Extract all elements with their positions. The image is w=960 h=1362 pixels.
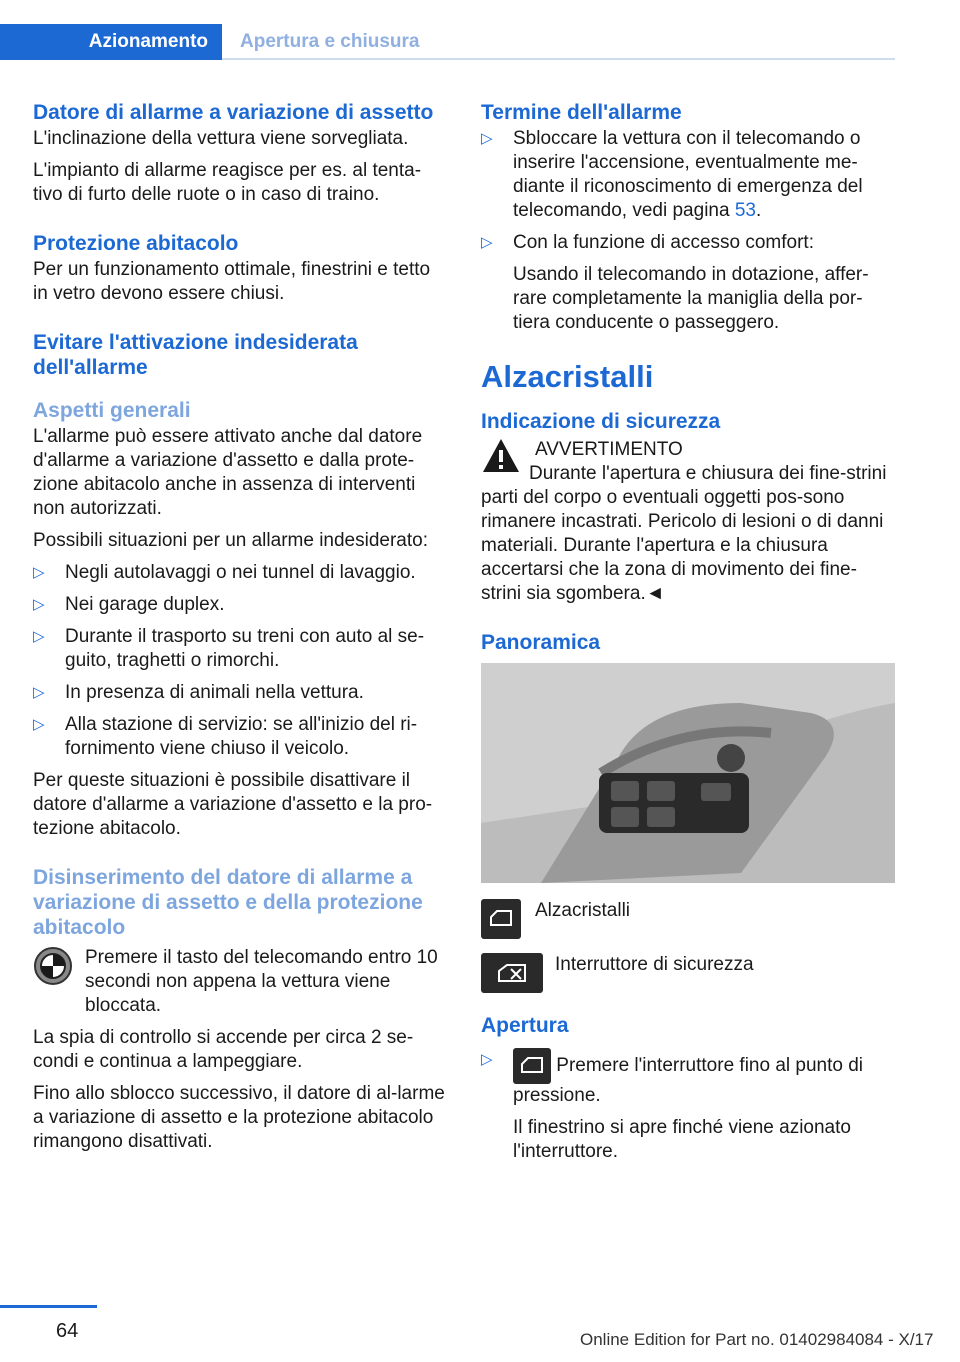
text-tilt-1: L'inclinazione della vettura viene sorvegliata. <box>33 128 409 149</box>
window-switch-icon <box>481 899 521 939</box>
triangle-bullet-icon: ▷ <box>33 684 45 701</box>
heading-cabin-protection: Protezione abitacolo <box>33 232 239 255</box>
open-list <box>481 1048 895 1164</box>
list-item: ▷ Con la funzione di accesso comfort: Usando il telecomando in dotazione, affer-rare completamente la maniglia della por-tiera conducente o passeggero. <box>481 232 869 333</box>
list-item: ▷ Sbloccare la vettura con il telecomando o inserire l'accensione, eventualmente me-diante il riconoscimento di emergenza del telecomando, vedi pagina 53. <box>481 128 863 221</box>
heading-alzacristalli: Alzacristalli <box>481 359 654 394</box>
text-situations: Possibili situazioni per un allarme indesiderato: <box>33 530 428 551</box>
legend-label: Alzacristalli <box>535 900 631 921</box>
triangle-bullet-icon: ▷ <box>33 628 45 645</box>
triangle-bullet-icon: ▷ <box>481 130 493 147</box>
tab-apertura-chiusura[interactable]: Apertura e chiusura <box>240 31 420 52</box>
heading-disarm: Disinserimento del datore di allarme a variazione di assetto e della protezione abitacolo <box>33 866 423 939</box>
text-press-key: Premere il tasto del telecomando entro 10 secondi non appena la vettura viene bloccata. <box>85 947 438 1016</box>
legend-safety-switch <box>481 953 895 993</box>
text-general: L'allarme può essere attivato anche dal datore d'allarme a variazione d'assetto e dalla prote-zione abitacolo anche in assenza di interventi non autorizzati. <box>33 426 423 519</box>
door-panel-photo <box>481 663 895 883</box>
list-item: ▷ Alla stazione di servizio: se all'inizio del ri-fornimento viene chiuso il veicolo. <box>33 714 418 759</box>
warning-title: AVVERTIMENTO <box>535 439 683 460</box>
header-divider <box>222 58 895 60</box>
warning-text: Durante l'apertura e chiusura dei fine-strini parti del corpo o eventuali oggetti pos-sono rimanere incastrati. Pericolo di lesioni o di danni materiali. Durante l'apertura e la chiusura accertarsi che la zona di movimento dei fine-strini sia sgombera.◄ <box>481 463 887 604</box>
list-item: ▷ Durante il trasporto su treni con auto al se-guito, traghetti o rimorchi. <box>33 626 425 671</box>
heading-overview: Panoramica <box>481 631 601 654</box>
window-switch-icon <box>513 1048 551 1084</box>
header-tabs <box>0 24 895 60</box>
edition-text: Online Edition for Part no. 01402984084 - X/17 <box>580 1330 934 1349</box>
heading-safety: Indicazione di sicurezza <box>481 410 721 433</box>
warning-icon <box>481 436 521 476</box>
list-item: ▷ In presenza di animali nella vettura. <box>33 682 364 703</box>
heading-avoid-alarm: Evitare l'attivazione indesiderata dell'allarme <box>33 331 358 379</box>
text-disable: Per queste situazioni è possibile disattivare il datore d'allarme a variazione d'assetto e la pro-tezione abitacolo. <box>33 770 433 839</box>
text-until: Fino allo sblocco successivo, il datore di al-larme a variazione di assetto e la protezione abitacolo rimangono disattivati. <box>33 1083 445 1152</box>
triangle-bullet-icon: ▷ <box>33 564 45 581</box>
footer-rule <box>0 1305 97 1308</box>
safety-switch-icon <box>481 953 543 993</box>
right-column <box>481 100 895 1172</box>
list-item: ▷ Negli autolavaggi o nei tunnel di lavaggio. <box>33 562 416 583</box>
heading-general: Aspetti generali <box>33 399 191 422</box>
heading-open: Apertura <box>481 1014 569 1037</box>
tab-azionamento[interactable]: Azionamento <box>0 24 222 60</box>
key-instruction <box>33 946 447 1026</box>
triangle-bullet-icon: ▷ <box>33 716 45 733</box>
text-cabin: Per un funzionamento ottimale, finestrini e tetto in vetro devono essere chiusi. <box>33 259 431 304</box>
situation-list <box>33 561 447 761</box>
heading-tilt-alarm: Datore di allarme a variazione di assetto <box>33 101 434 124</box>
legend-label: Interruttore di sicurezza <box>555 954 754 975</box>
text-tilt-2: L'impianto di allarme reagisce per es. al tenta-tivo di furto delle ruote o in caso di traino. <box>33 160 422 205</box>
bmw-key-icon <box>33 946 73 986</box>
triangle-bullet-icon: ▷ <box>481 1051 493 1068</box>
list-item: ▷ Nei garage duplex. <box>33 594 225 615</box>
page-number: 64 <box>56 1320 79 1342</box>
list-item: ▷ Premere l'interruttore fino al punto di pressione. Il finestrino si apre finché viene azionato l'interruttore. <box>481 1048 895 1164</box>
text-light: La spia di controllo si accende per circa 2 se-condi e continua a lampeggiare. <box>33 1027 414 1072</box>
end-alarm-list <box>481 127 895 335</box>
page-link[interactable]: 53 <box>734 200 756 221</box>
left-column <box>33 100 447 1162</box>
legend-window-switch <box>481 899 895 939</box>
triangle-bullet-icon: ▷ <box>481 234 493 251</box>
heading-end-alarm: Termine dell'allarme <box>481 101 682 124</box>
triangle-bullet-icon: ▷ <box>33 596 45 613</box>
